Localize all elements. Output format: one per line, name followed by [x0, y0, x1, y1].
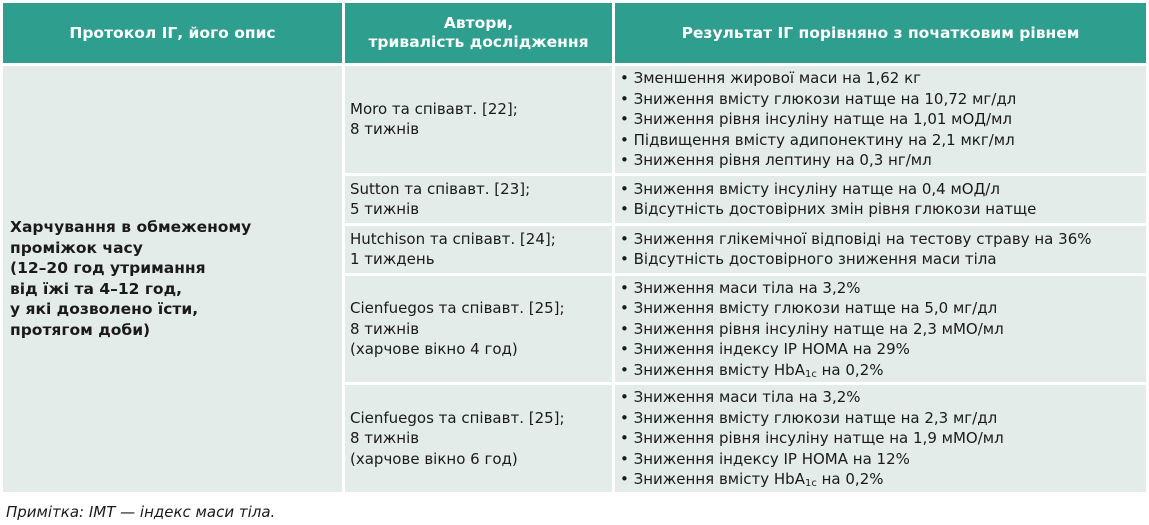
hba1c-prefix: Зниження вмісту HbA	[633, 470, 805, 488]
result-item: • Зниження маси тіла на 3,2%	[620, 387, 1141, 408]
header-row	[3, 3, 1146, 63]
table-row	[3, 66, 1146, 173]
results-cell	[615, 226, 1146, 273]
authors-line: 5 тижнів	[350, 200, 420, 218]
result-item: • Зниження вмісту інсуліну натще на 0,4 мОД/л	[620, 179, 1141, 200]
hba1c-subscript: 1c	[804, 478, 817, 489]
result-item: • Зменшення жирової маси на 1,62 кг	[620, 68, 1141, 89]
header-authors-line2: тривалість дослідження	[368, 33, 589, 51]
hba1c-suffix: на 0,2%	[816, 470, 884, 488]
authors-cell	[345, 226, 612, 273]
result-item: • Зниження рівня лептину на 0,3 нг/мл	[620, 150, 1141, 171]
result-item: • Зниження рівня інсуліну натще на 1,01 мОД/мл	[620, 109, 1141, 130]
authors-line: (харчове вікно 4 год)	[350, 340, 518, 358]
result-item: • Підвищення вмісту адипонектину на 2,1 мкг/мл	[620, 130, 1141, 151]
header-result: Результат ІГ порівняно з початковим рівнем	[615, 3, 1146, 63]
authors-line: Cienfuegos та співавт. [25];	[350, 299, 565, 317]
result-item: • Зниження вмісту глюкози натще на 10,72 мг/дл	[620, 89, 1141, 110]
header-protocol: Протокол ІГ, його опис	[3, 3, 342, 63]
result-item: • Відсутність достовірних змін рівня глюкози натще	[620, 199, 1141, 220]
result-item: • Відсутність достовірного зниження маси тіла	[620, 249, 1141, 270]
authors-cell	[345, 276, 612, 383]
result-item: • Зниження індексу ІР НОМА на 12%	[620, 449, 1141, 470]
authors-line: 1 тиждень	[350, 250, 435, 268]
result-item: • Зниження глікемічної відповіді на тестову страву на 36%	[620, 229, 1141, 250]
hba1c-subscript: 1c	[804, 368, 817, 380]
authors-line: Sutton та співавт. [23];	[350, 179, 531, 198]
header-authors	[345, 3, 612, 63]
results-cell	[615, 276, 1146, 383]
table-note: Примітка: ІМТ — індекс маси тіла.	[6, 503, 276, 521]
authors-line: Moro та співавт. [22];	[350, 99, 518, 118]
authors-line: 8 тижнів	[350, 120, 420, 139]
authors-line: (харчове вікно 6 год)	[350, 449, 518, 468]
results-cell	[615, 66, 1146, 173]
authors-line: 8 тижнів	[350, 319, 420, 338]
authors-line: Hutchison та співавт. [24];	[350, 229, 556, 248]
result-item: • Зниження рівня інсуліну натще на 1,9 мМО/мл	[620, 428, 1141, 449]
authors-cell	[345, 176, 612, 223]
result-item: • Зниження рівня інсуліну натще на 2,3 мМО/мл	[620, 319, 1141, 340]
authors-cell	[345, 66, 612, 173]
result-item: • Зниження індексу ІР НОМА на 29%	[620, 339, 1141, 360]
authors-line: 8 тижнів	[350, 429, 420, 447]
result-item: • Зниження вмісту глюкози натще на 5,0 мг/дл	[620, 298, 1141, 319]
header-authors-line1: Автори,	[443, 14, 514, 32]
hba1c-prefix: Зниження вмісту HbA	[633, 360, 805, 379]
protocol-cell: Харчування в обмеженому проміжок часу (12–20 год утримання від їжі та 4–12 год, у які дозволено їсти, протягом доби)	[3, 66, 342, 492]
hba1c-suffix: на 0,2%	[816, 360, 884, 379]
results-cell	[615, 176, 1146, 223]
result-item: • Зниження маси тіла на 3,2%	[620, 278, 1141, 299]
authors-line: Cienfuegos та співавт. [25];	[350, 408, 565, 427]
result-item-hba1c	[620, 469, 1141, 490]
authors-cell	[345, 385, 612, 492]
result-item-hba1c	[620, 360, 1141, 381]
results-cell	[615, 385, 1146, 492]
result-item: • Зниження вмісту глюкози натще на 2,3 мг/дл	[620, 408, 1141, 429]
